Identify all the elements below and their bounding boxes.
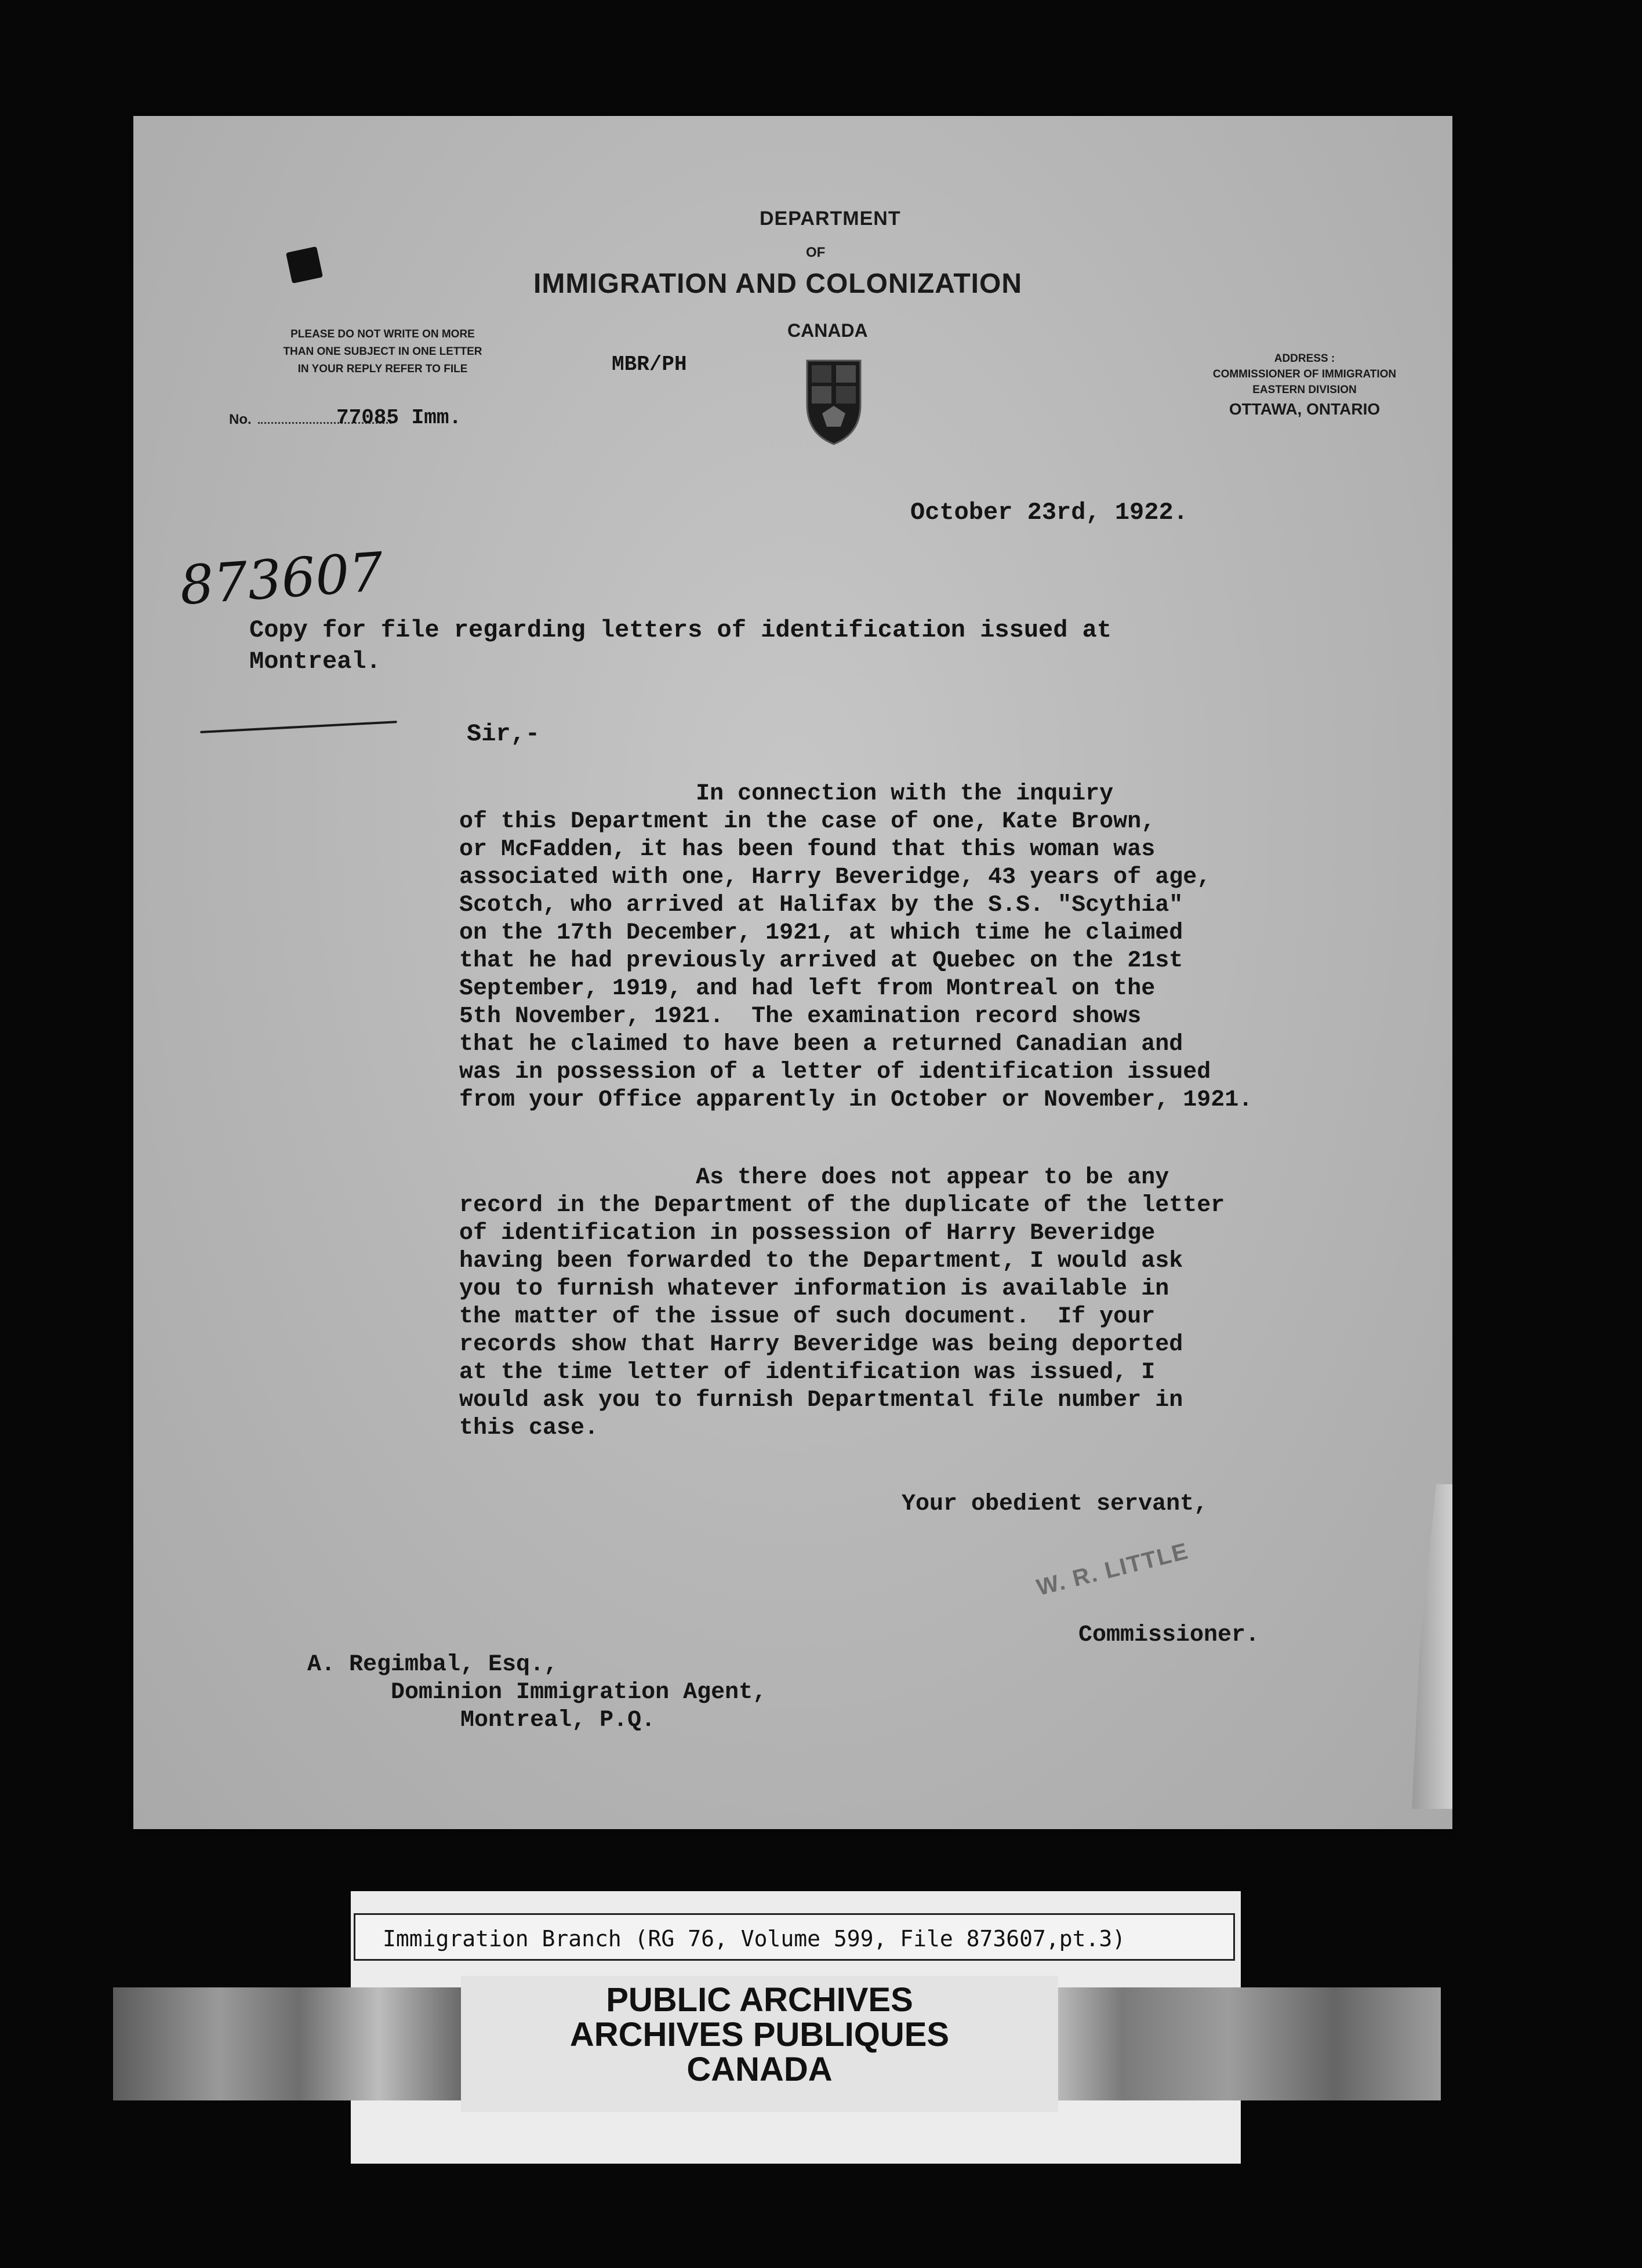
address-line: COMMISSIONER OF IMMIGRATION <box>1212 368 1397 380</box>
letter-date: October 23rd, 1922. <box>910 499 1188 526</box>
reply-instructions-line: PLEASE DO NOT WRITE ON MORE <box>290 328 475 340</box>
reply-instructions <box>220 326 545 378</box>
closing: Your obedient servant, <box>902 1491 1208 1517</box>
archives-line-3: CANADA <box>686 2051 833 2088</box>
punch-mark <box>286 246 323 284</box>
archives-line-1: PUBLIC ARCHIVES <box>606 1981 913 2019</box>
body-paragraph-2: As there does not appear to be any record in the Department of the duplicate of the letter of identification in possession of Harry Beveridge having been forwarded to the Department, I would ask you to furnish whatever information is available in the matter of the issue of such document. If your records show that Harry Beveridge was being deported at the time letter of identification was issued, I would ask you to furnish Departmental file number in this case. <box>459 1165 1225 1441</box>
address-city: OTTAWA, ONTARIO <box>1229 400 1381 418</box>
archive-reference: Immigration Branch (RG 76, Volume 599, File 873607,pt.3) <box>383 1926 1126 1951</box>
address-line: EASTERN DIVISION <box>1252 384 1357 396</box>
reply-instructions-line: THAN ONE SUBJECT IN ONE LETTER <box>283 346 482 358</box>
letterhead-title: IMMIGRATION AND COLONIZATION <box>533 268 1023 299</box>
addressee-line: Montreal, P.Q. <box>307 1707 656 1733</box>
signature-stamp: W. R. LITTLE <box>1034 1538 1191 1601</box>
signatory-title: Commissioner. <box>1078 1622 1260 1648</box>
subject-line <box>249 615 1111 677</box>
letter-page <box>133 116 1452 1829</box>
subject-line-1: Copy for file regarding letters of identification issued at <box>249 616 1112 644</box>
return-address <box>1160 351 1450 421</box>
reference-initials: MBR/PH <box>612 352 687 376</box>
addressee-block <box>307 1651 766 1735</box>
addressee-line: A. Regimbal, Esq., <box>307 1652 558 1678</box>
archives-stamp <box>461 1983 1058 2087</box>
address-label: ADDRESS : <box>1274 352 1335 365</box>
file-number-value: 77085 Imm. <box>336 406 462 430</box>
salutation: Sir,- <box>467 720 540 748</box>
handwritten-underline <box>200 721 397 733</box>
reply-instructions-line: IN YOUR REPLY REFER TO FILE <box>297 363 468 375</box>
addressee-line: Dominion Immigration Agent, <box>307 1680 767 1706</box>
letterhead-country: CANADA <box>787 320 868 341</box>
page-fold <box>1412 1484 1452 1809</box>
letterhead-of: OF <box>806 245 826 260</box>
handwritten-file-number: 873607 <box>177 540 386 617</box>
archives-line-2: ARCHIVES PUBLIQUES <box>569 2016 950 2053</box>
subject-line-2: Montreal. <box>249 648 381 675</box>
coat-of-arms-icon <box>805 358 863 446</box>
body-paragraph-1: In connection with the inquiry of this Department in the case of one, Kate Brown, or McFadden, it has been found that this woman was associated with one, Harry Beveridge, 43 years of age, Scotch, who arrived at Halifax by the S.S. "Scythia" on the 17th December, 1921, at which time he claimed that he had previously arrived at Quebec on the 21st September, 1919, and had left from Montreal on the 5th November, 1921. The examination record shows that he claimed to have been a returned Canadian and was in possession of a letter of identification issued from your Office apparently in October or November, 1921. <box>459 781 1253 1113</box>
letterhead-department: DEPARTMENT <box>760 208 901 230</box>
file-number-label: No. <box>229 412 252 427</box>
